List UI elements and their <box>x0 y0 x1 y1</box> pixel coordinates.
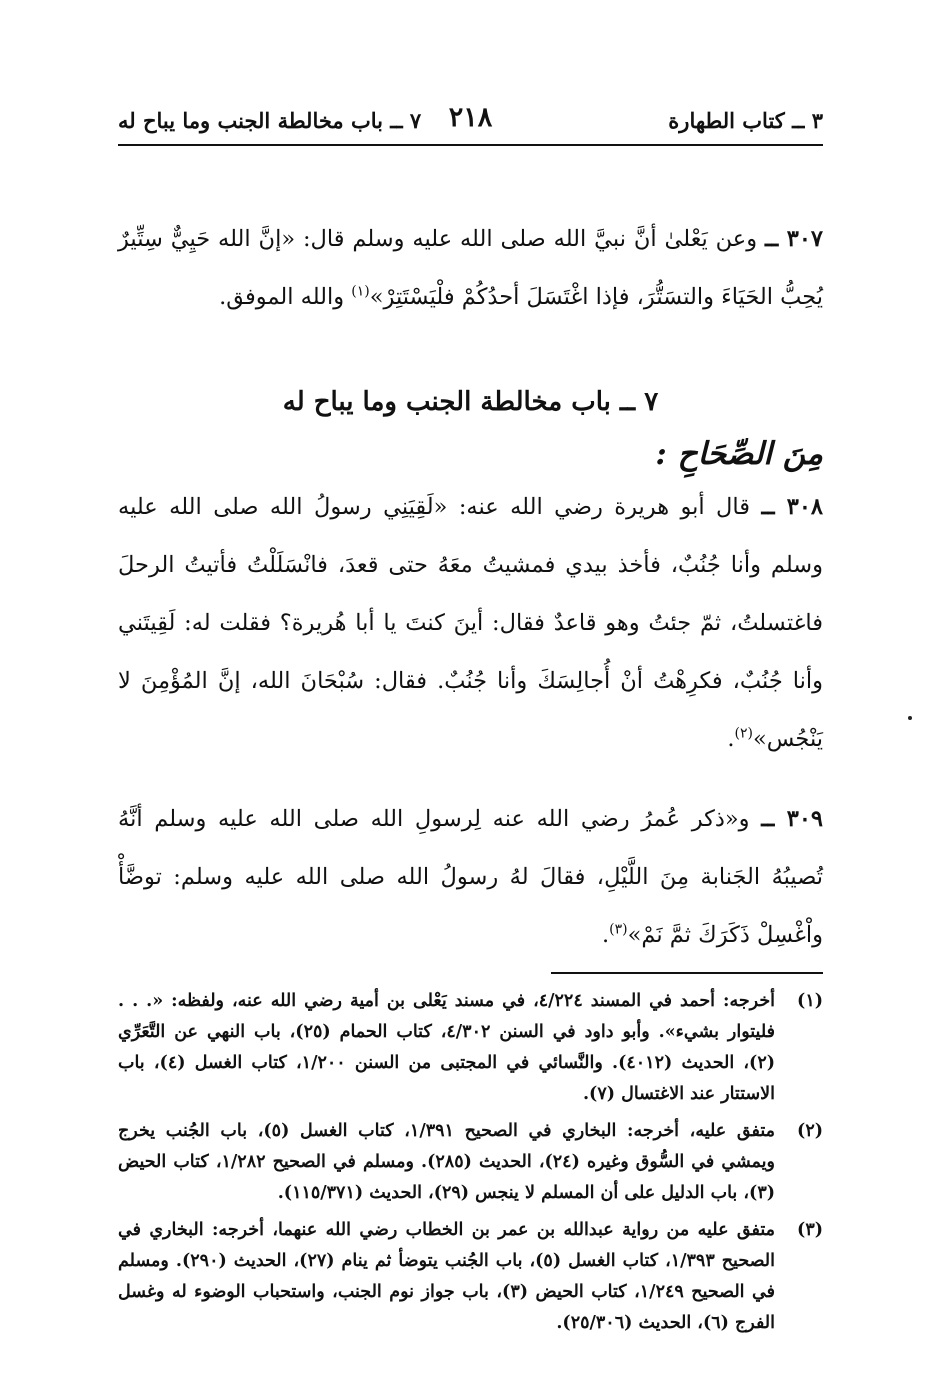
footnote-reference[interactable]: (٣) <box>609 921 628 938</box>
hadith-tail: . <box>727 726 735 752</box>
hadith-tail: . <box>601 922 610 948</box>
book-section-title: ٣ ــ كتاب الطهارة <box>668 108 823 133</box>
footnote-3 <box>118 1215 823 1339</box>
footnote-text: متفق عليه من رواية عبدالله بن عمر بن الخطاب رضي الله عنهما، أخرجه: البخاري في الصحيح ١/٣٩٣، كتاب الغسل (٥)، باب الجُنب يتوضأ ثم ينام (٢٧)، الحديث (٢٩٠). ومسلم في الصحيح ١/٢٤٩، كتاب الحيض (٣)، باب جواز نوم الجنب، واستحباب الوضوء له وغسل الفرج (٦)، الحديث (٢٥/٣٠٦). <box>118 1220 775 1333</box>
hadith-number: ٣٠٧ ــ <box>764 226 823 252</box>
footnotes <box>118 986 823 1339</box>
section-heading: مِنَ الصِّحَاحِ : <box>655 436 823 472</box>
running-chapter-title: ٧ ــ باب مخالطة الجنب وما يباح له <box>118 108 422 133</box>
hadith-tail: والله الموفق. <box>219 284 352 310</box>
footnote-number: (١) <box>797 991 823 1011</box>
footnote-number: (٢) <box>797 1121 823 1141</box>
hadith-307 <box>118 210 823 326</box>
margin-speck <box>908 716 912 720</box>
hadith-text: قال أبو هريرة رضي الله عنه: «لَقِيَنِي رسولُ الله صلى الله عليه وسلم وأنا جُنُبٌ، فأخذ بيدي فمشيتُ معَهُ حتى قعدَ، فانْسَلَلْتُ فأتيتُ الرحلَ فاغتسلتُ، ثمّ جئتُ وهو قاعدٌ فقال: أينَ كنتَ يا أبا هُريرة؟ فقلت له: لَقِيتَني وأنا جُنُبٌ، فكرِهْتُ أنْ أُجالِسَكَ وأنا جُنُبٌ. فقال: سُبْحَانَ الله، إنَّ المُؤْمِنَ لا يَنْجُس» <box>118 494 823 752</box>
footnote-text: متفق عليه، أخرجه: البخاري في الصحيح ١/٣٩١، كتاب الغسل (٥)، باب الجُنب يخرج ويمشي في السُّوق وغيره (٢٤)، الحديث (٢٨٥). ومسلم في الصحيح ١/٢٨٢، كتاب الحيض (٣)، باب الدليل على أن المسلم لا ينجس (٢٩)، الحديث (١١٥/٣٧١). <box>118 1121 775 1203</box>
hadith-number: ٣٠٩ ــ <box>761 806 823 832</box>
hadith-text: وعن يَعْلىٰ أنَّ نبيَّ الله صلى الله عليه وسلم قال: «إنَّ الله حَيِيٌّ سِتِّيرٌ يُحِبُّ الحَيَاءَ والتسَتُّرَ، فإذا اغْتَسَلَ أحدُكُمْ فلْيَسْتَتِرْ» <box>118 226 823 310</box>
footnote-reference[interactable]: (١) <box>351 283 370 300</box>
running-head <box>118 100 823 146</box>
footnote-divider <box>551 972 823 974</box>
footnote-1 <box>118 986 823 1110</box>
hadith-309 <box>118 790 823 964</box>
page-number: ٢١٨ <box>448 102 493 133</box>
hadith-number: ٣٠٨ ــ <box>761 494 823 520</box>
hadith-308 <box>118 478 823 768</box>
chapter-title: ٧ ــ باب مخالطة الجنب وما يباح له <box>282 387 659 417</box>
footnote-text: أخرجه: أحمد في المسند ٤/٢٢٤، في مسند يَعْلى بن أمية رضي الله عنه، ولفظه: «. . . فليتوار بشيء». وأبو داود في السنن ٤/٣٠٢، كتاب الحمام (٢٥)، باب النهي عن التَّعَرِّي (٢)، الحديث (٤٠١٢). والنَّسائي في المجتبى من السنن ١/٢٠٠، كتاب الغسل (٤)، باب الاستتار عند الاغتسال (٧). <box>118 991 776 1104</box>
book-page <box>118 100 823 1345</box>
footnote-2 <box>118 1116 823 1209</box>
footnote-number: (٣) <box>797 1220 823 1240</box>
hadith-text: و«ذكر عُمرُ رضي الله عنه لِرسولِ الله صلى الله عليه وسلم أنَّهُ تُصيبُهُ الجَنابة مِنَ اللَّيْلِ، فقالَ لهُ رسولُ الله صلى الله عليه وسلم: توضَّأْ واْغْسِلْ ذَكَرَكَ ثمَّ نَمْ» <box>118 806 823 948</box>
footnote-reference[interactable]: (٢) <box>734 725 753 742</box>
